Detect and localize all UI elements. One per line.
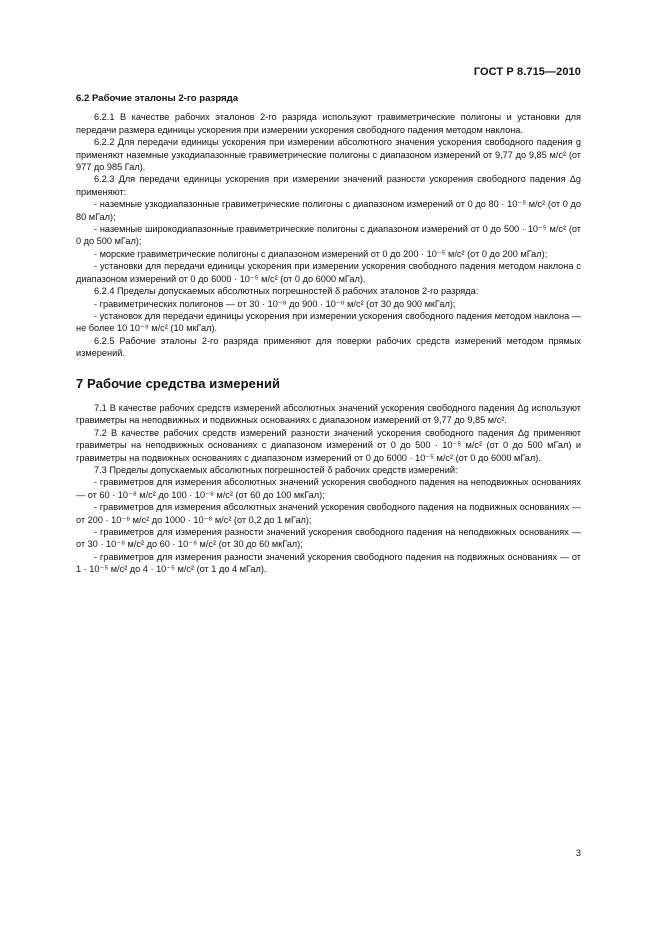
- paragraph-6-2-1: 6.2.1 В качестве рабочих эталонов 2-го разряда используют гравиметрические полигоны и установки для передачи размера единицы ускорения при измерении ускорения свободного падения методом наклона.: [76, 112, 581, 135]
- list-item: - гравиметров для измерения разности значений ускорения свободного падения на подвижных основаниях — от 1 · 10⁻⁵ м/с² до 4 · 10⁻⁵ м/с² (от 1 до 4 мГал).: [76, 551, 581, 575]
- list-item: - гравиметрических полигонов — от 30 · 10⁻⁸ до 900 · 10⁻⁸ м/с² (от 30 до 900 мкГал);: [94, 298, 456, 309]
- section-7-title: 7 Рабочие средства измерений: [76, 375, 281, 391]
- paragraph-7-1: 7.1 В качестве рабочих средств измерений абсолютных значений ускорения свободного падения Δg используют гравиметры на неподвижных и подвижных основаниях с диапазоном измерений от 9,77 до 9,85 м/с².: [76, 402, 581, 426]
- list-item: - наземные узкодиапазонные гравиметрические полигоны с диапазоном измерений от 0 до 80 · 10⁻⁵ м/с² (от 0 до 80 мГал);: [76, 199, 581, 222]
- section-6-2-title: 6.2 Рабочие эталоны 2-го разряда: [76, 93, 239, 104]
- page-number: 3: [575, 848, 581, 859]
- paragraph-6-2-4: 6.2.4 Пределы допускаемых абсолютных погрешностей δ рабочих эталонов 2-го разряда:: [94, 286, 479, 297]
- document-body: [76, 93, 581, 576]
- document-id: ГОСТ Р 8.715—2010: [473, 66, 581, 78]
- list-item: - установки для передачи единицы ускорения при измерении ускорения свободного падения методом наклона с диапазоном измерений от 0 до 6000 · 10⁻⁵ м/с² (от 0 до 6000 мГал).: [76, 261, 581, 284]
- list-item: - установок для передачи единицы ускорения при измерении ускорения свободного падения методом наклона — не более 10 10⁻⁸ м/с² (10 мкГал).: [76, 310, 581, 334]
- list-item: - наземные широкодиапазонные гравиметрические полигоны с диапазоном измерений от 0 до 500 · 10⁻⁵ м/с² (от 0 до 500 мГал);: [76, 224, 581, 247]
- list-item: - гравиметров для измерения абсолютных значений ускорения свободного падения на подвижных основаниях — от 200 · 10⁻⁸ м/с² до 1000 · 10⁻⁸ м/с² (от 0,2 до 1 мГал);: [76, 502, 581, 525]
- paragraph-6-2-2: 6.2.2 Для передачи единицы ускорения при измерении абсолютного значения ускорения свободного падения g применяют наземные узкодиапазонные гравиметрические полигоны с диапазоном измерений от 9,77 до 9,85 м/с² (от 977 до 985 Гал).: [76, 137, 581, 173]
- list-item: - гравиметров для измерения разности значений ускорения свободного падения на неподвижных основаниях — от 30 · 10⁻⁸ м/с² до 60 · 10⁻⁸ м/с² (от 30 до 60 мкГал);: [76, 527, 581, 550]
- paragraph-6-2-5: 6.2.5 Рабочие эталоны 2-го разряда применяют для поверки рабочих средств измерений методом прямых измерений.: [76, 335, 581, 359]
- paragraph-7-3: 7.3 Пределы допускаемых абсолютных погрешностей δ рабочих средств измерений:: [94, 464, 458, 475]
- paragraph-6-2-3: 6.2.3 Для передачи единицы ускорения при измерении значений разности ускорения свободного падения Δg применяют:: [76, 174, 581, 197]
- list-item: - гравиметров для измерения абсолютных значений ускорения свободного падения на неподвижных основаниях — от 60 · 10⁻⁸ м/с² до 100 · 10⁻⁸ м/с² (от 60 до 100 мкГал);: [76, 477, 581, 500]
- list-item: - морские гравиметрические полигоны с диапазоном измерений от 0 до 200 · 10⁻⁵ м/с² (от 0 до 200 мГал);: [94, 248, 548, 259]
- paragraph-7-2: 7.2 В качестве рабочих средств измерений разности значений ускорения свободного падения Δg применяют гравиметры на неподвижных основаниях с диапазоном измерений от 0 до 500 · 10⁻⁵ м/с² (от 0 до 500 мГал) и гравиметры на подвижных основаниях с диапазоном измерений от 0 до 6000 · 10⁻⁵ м/с² (от 0 до 6000 мГал).: [76, 427, 581, 463]
